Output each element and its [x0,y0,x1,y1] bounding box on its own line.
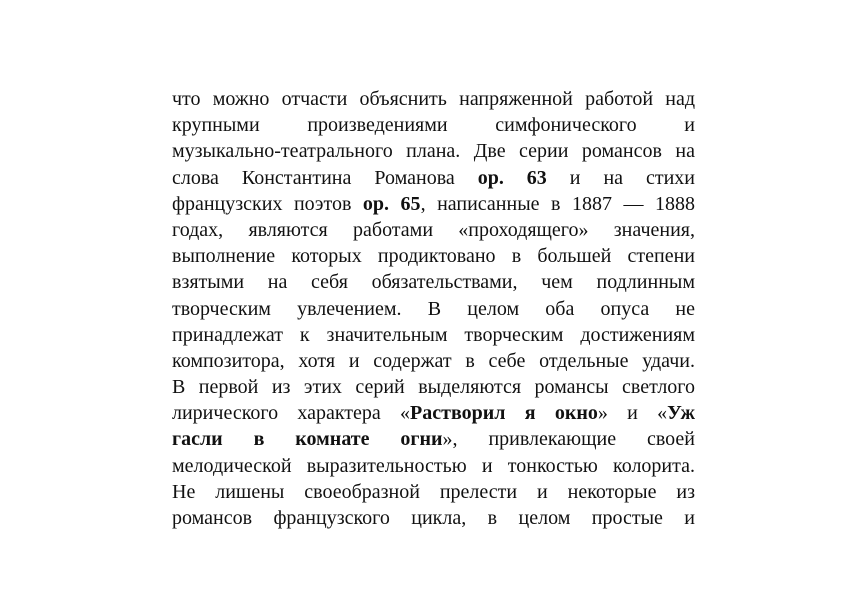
opus-65-bold: ор. 65 [362,192,421,215]
text-line-7 [172,243,695,269]
line-text: , написанные в 1887 — 1888 [420,192,696,215]
romance-title-bold: Уж [667,402,695,425]
line-text: взятыми на себя обязательствами, чем подлинным [172,271,695,294]
line-text: выполнение которых продиктовано в большей степени [172,245,695,268]
line-text: и на стихи [546,166,696,189]
text-line-8 [172,269,695,295]
text-line-15 [172,453,695,479]
line-text: » и « [597,402,668,425]
line-text: французских поэтов [172,192,363,215]
text-line-13 [172,400,695,426]
text-line-4 [172,165,695,191]
line-text: годах, являются работами «проходящего» значения, [172,218,695,241]
line-text: романсов французского цикла, в целом простые и [172,507,695,529]
line-text: Не лишены своеобразной прелести и некоторые из [172,480,695,503]
line-text: слова Константина Романова [172,166,478,189]
text-line-17 [172,505,695,531]
text-line-6 [172,217,695,243]
line-text: крупными произведениями симфонического и [172,114,695,137]
line-text: принадлежат к значительным творческим достижениям [172,323,695,346]
text-line-3 [172,138,695,164]
line-text: творческим увлечением. В целом оба опуса не [172,297,695,320]
line-text: В первой из этих серий выделяются романсы светлого [172,376,695,399]
text-line-14 [172,426,695,452]
text-line-1 [172,86,695,112]
text-line-5 [172,191,695,217]
romance-title-bold: Растворил я окно [410,402,598,425]
romance-title-bold: гасли в комнате огни [172,428,443,451]
line-text: мелодической выразительностью и тонкостью колорита. [172,454,695,477]
text-line-12 [172,374,695,400]
text-line-10 [172,322,695,348]
text-line-2 [172,112,695,138]
document-page [172,86,695,531]
line-text: композитора, хотя и содержат в себе отдельные удачи. [172,349,695,372]
text-line-9 [172,296,695,322]
text-line-11 [172,348,695,374]
line-text: лирического характера « [172,402,411,425]
opus-63-bold: ор. 63 [477,166,547,189]
text-line-16 [172,479,695,505]
line-text: музыкально-театрального плана. Две серии романсов на [172,140,695,163]
line-text: что можно отчасти объяснить напряженной работой над [172,88,695,110]
line-text: », привлекающие своей [442,428,696,451]
